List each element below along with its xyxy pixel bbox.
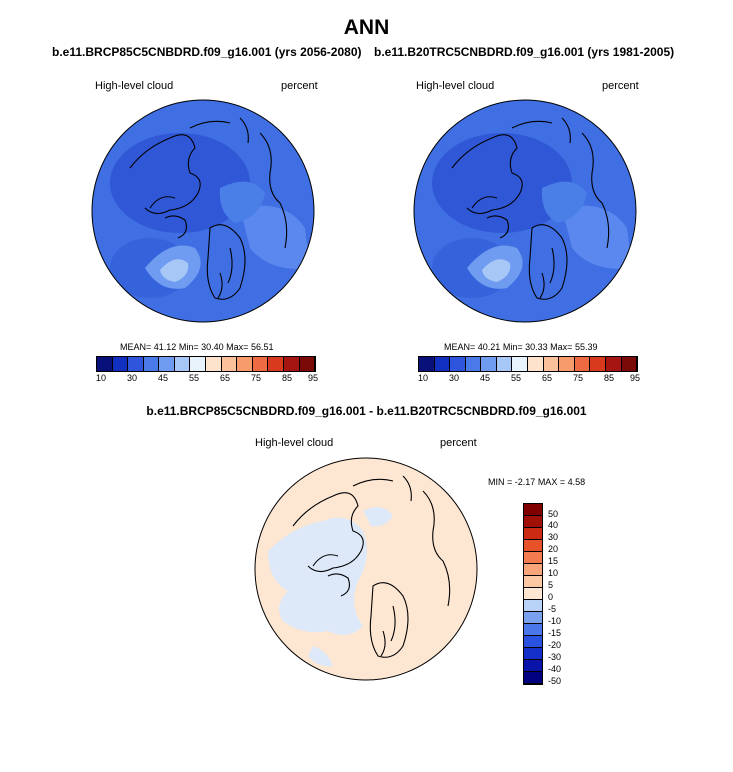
colorbar-swatch	[284, 357, 300, 371]
panel-2-tick: 10	[417, 373, 428, 383]
colorbar-swatch	[113, 357, 129, 371]
panel-1-subtitle: b.e11.BRCP85C5CNBDRD.f09_g16.001 (yrs 2056-2080)	[52, 45, 362, 59]
diff-tick: 5	[548, 580, 554, 590]
panel-1-stats	[120, 342, 273, 352]
panel-1-mean: 41.12	[153, 342, 177, 352]
diff-tick: 0	[548, 592, 554, 602]
colorbar-swatch	[524, 552, 542, 564]
colorbar-swatch	[481, 357, 497, 371]
panel-1-tick: 45	[157, 373, 168, 383]
colorbar-swatch	[622, 357, 638, 371]
panel-1-tick: 65	[219, 373, 230, 383]
panel-1-max: 56.51	[250, 342, 274, 352]
panel-2-tick: 55	[510, 373, 521, 383]
panel-2-mean-label: MEAN=	[444, 342, 476, 352]
diff-tick: 40	[548, 520, 559, 530]
panel-1-tick: 55	[188, 373, 199, 383]
diff-tick: 20	[548, 544, 559, 554]
panel-1-units: percent	[281, 80, 318, 92]
colorbar-swatch	[466, 357, 482, 371]
panel-2-map	[412, 98, 638, 324]
colorbar-swatch	[524, 564, 542, 576]
panel-2-variable: High-level cloud	[416, 80, 495, 92]
panel-2-min-label: Min=	[502, 342, 523, 352]
colorbar-swatch	[524, 516, 542, 528]
colorbar-swatch	[419, 357, 435, 371]
panel-1-mean-label: MEAN=	[120, 342, 152, 352]
colorbar-swatch	[524, 588, 542, 600]
panel-2-max: 55.39	[574, 342, 598, 352]
panel-2-colorbar-ticks	[417, 373, 640, 385]
panel-2-mean: 40.21	[477, 342, 501, 352]
diff-tick: -20	[548, 640, 562, 650]
diff-map	[253, 456, 479, 682]
panel-1-tick: 10	[95, 373, 106, 383]
diff-max-label: MAX =	[537, 477, 566, 487]
page-title: ANN	[343, 16, 390, 39]
colorbar-swatch	[606, 357, 622, 371]
colorbar-swatch	[190, 357, 206, 371]
colorbar-swatch	[559, 357, 575, 371]
diff-tick: -30	[548, 652, 562, 662]
colorbar-swatch	[524, 600, 542, 612]
panel-1-colorbar	[96, 356, 316, 372]
colorbar-swatch	[575, 357, 591, 371]
panel-1-colorbar-ticks	[95, 373, 318, 385]
colorbar-swatch	[253, 357, 269, 371]
diff-min: -2.17	[514, 477, 536, 487]
diff-tick: -40	[548, 664, 562, 674]
diff-tick: 50	[548, 509, 559, 519]
panel-2-tick: 95	[629, 373, 640, 383]
colorbar-swatch	[524, 660, 542, 672]
diff-tick: -50	[548, 676, 562, 686]
panel-2-colorbar	[418, 356, 638, 372]
diff-max: 4.58	[567, 477, 586, 487]
diff-tick: -10	[548, 616, 562, 626]
colorbar-swatch	[524, 576, 542, 588]
panel-1-max-label: Max=	[226, 342, 249, 352]
diff-colorbar-ticks	[548, 503, 588, 686]
diff-stats	[488, 477, 585, 487]
diff-tick: -5	[548, 604, 557, 614]
diff-subtitle: b.e11.BRCP85C5CNBDRD.f09_g16.001 - b.e11.B20TRC5CNBDRD.f09_g16.001	[146, 404, 587, 418]
diff-tick: -15	[548, 628, 562, 638]
panel-1-tick: 30	[126, 373, 137, 383]
colorbar-swatch	[528, 357, 544, 371]
colorbar-swatch	[524, 528, 542, 540]
colorbar-swatch	[128, 357, 144, 371]
colorbar-swatch	[159, 357, 175, 371]
panel-1-map	[90, 98, 316, 324]
colorbar-swatch	[524, 672, 542, 684]
panel-2-tick: 75	[572, 373, 583, 383]
colorbar-swatch	[544, 357, 560, 371]
colorbar-swatch	[524, 624, 542, 636]
diff-units: percent	[440, 437, 477, 449]
panel-2-tick: 45	[479, 373, 490, 383]
colorbar-swatch	[512, 357, 528, 371]
panel-2-tick: 85	[603, 373, 614, 383]
colorbar-swatch	[97, 357, 113, 371]
panel-1-tick: 75	[250, 373, 261, 383]
diff-tick: 15	[548, 556, 559, 566]
panel-2-tick: 30	[448, 373, 459, 383]
colorbar-swatch	[268, 357, 284, 371]
colorbar-swatch	[175, 357, 191, 371]
colorbar-swatch	[497, 357, 513, 371]
panel-1-min-label: Min=	[178, 342, 199, 352]
colorbar-swatch	[524, 648, 542, 660]
diff-min-label: MIN =	[488, 477, 513, 487]
panel-1-variable: High-level cloud	[95, 80, 174, 92]
colorbar-swatch	[435, 357, 451, 371]
colorbar-swatch	[524, 636, 542, 648]
diff-tick: 10	[548, 568, 559, 578]
panel-2-subtitle: b.e11.B20TRC5CNBDRD.f09_g16.001 (yrs 1981-2005)	[374, 45, 675, 59]
panel-2-min: 30.33	[525, 342, 548, 352]
diff-tick: 30	[548, 532, 559, 542]
panel-1-tick: 85	[281, 373, 292, 383]
colorbar-swatch	[524, 504, 542, 516]
diff-colorbar	[523, 503, 543, 685]
panel-2-stats	[444, 342, 597, 352]
panel-1-min: 30.40	[201, 342, 224, 352]
panel-2-units: percent	[602, 80, 639, 92]
panel-2-tick: 65	[541, 373, 552, 383]
colorbar-swatch	[206, 357, 222, 371]
colorbar-swatch	[237, 357, 253, 371]
panel-1-tick: 95	[307, 373, 318, 383]
colorbar-swatch	[524, 540, 542, 552]
panel-2-max-label: Max=	[550, 342, 573, 352]
colorbar-swatch	[144, 357, 160, 371]
colorbar-swatch	[222, 357, 238, 371]
diff-variable: High-level cloud	[255, 437, 334, 449]
colorbar-swatch	[450, 357, 466, 371]
colorbar-swatch	[524, 612, 542, 624]
colorbar-swatch	[300, 357, 316, 371]
colorbar-swatch	[590, 357, 606, 371]
